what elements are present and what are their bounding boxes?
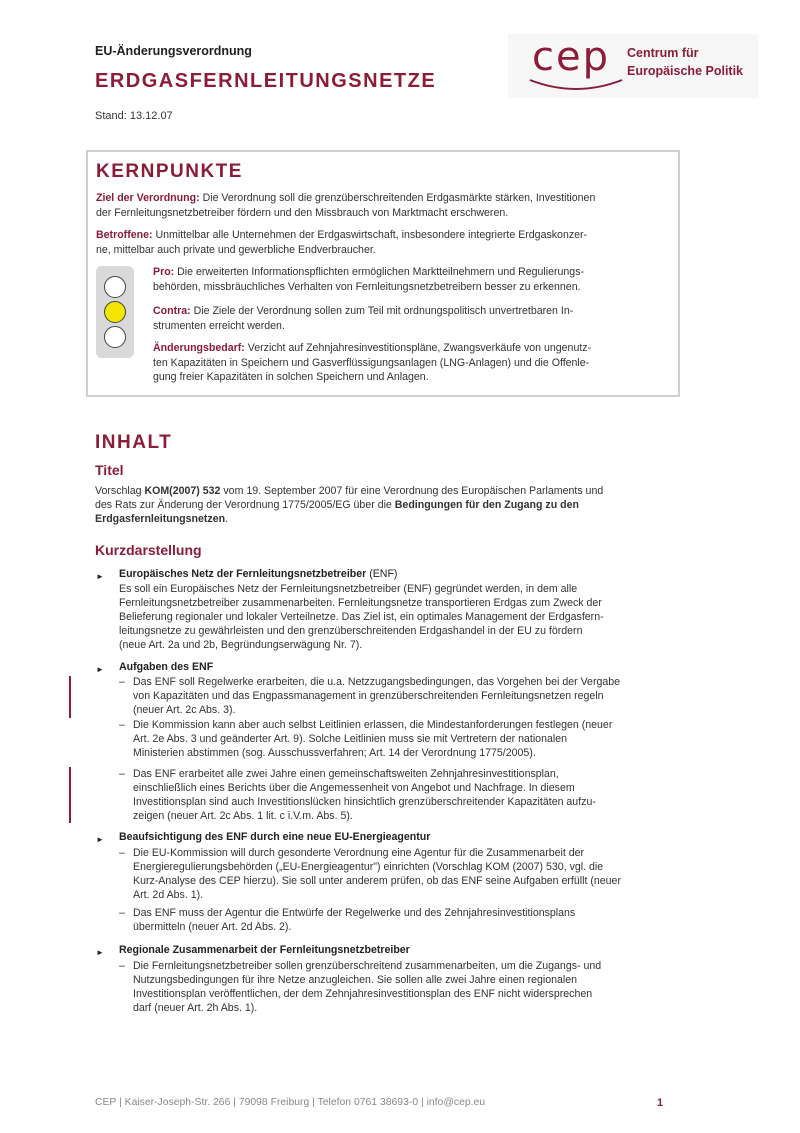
beaufsichtigung-item-1 (133, 846, 677, 902)
titel-text-1c: vom 19. September 2007 für eine Verordnung des Europäischen Parlaments und (220, 485, 604, 497)
titel-text-3-end: . (225, 513, 229, 525)
bullet-regional-title: Regionale Zusammenarbeit der Fernleitungsnetzbetreiber (119, 944, 410, 956)
lamp-top (104, 276, 126, 298)
pro-label: Pro: (153, 266, 175, 278)
bullet-enf-title-main: Europäisches Netz der Fernleitungsnetzbetreiber (119, 568, 367, 580)
document-date: Stand: 13.12.07 (95, 110, 173, 122)
aufgaben-item-2-line: Art. 2e Abs. 3 und geänderter Art. 9). Solche Leitlinien muss sie mit Vertretern der nationalen (133, 733, 567, 745)
pro-paragraph (153, 265, 666, 294)
logo-arc-icon (526, 76, 626, 96)
bullet-arrow-icon: ► (96, 948, 104, 957)
aenderungsbedarf-text-2: ten Kapazitäten in Speichern und Gasverflüssigungsanlagen (LNG-Anlagen) und die Offenle- (153, 356, 590, 369)
titel-text-2a: des Rats zur Änderung der Verordnung 1775/2005/EG über die (95, 499, 395, 511)
dash-icon: – (119, 907, 125, 919)
bullet-enf-line: Es soll ein Europäisches Netz der Fernleitungsnetzbetreiber (ENF) gegründet werden, in dem alle (119, 583, 578, 595)
betroffene-paragraph (96, 228, 666, 257)
lamp-bottom (104, 326, 126, 348)
regional-item-1-line: Nutzungsbedingungen für ihre Netze anzugleichen. Sie sollen alle zwei Jahre einen regionalen (133, 974, 578, 986)
beaufsichtigung-item-2 (133, 906, 677, 934)
titel-paragraph (95, 484, 677, 526)
beaufsichtigung-item-1-line: Die EU-Kommission will durch gesonderte Verordnung eine Agentur für die Zusammenarbeit der (133, 847, 585, 859)
aufgaben-item-1 (133, 675, 677, 717)
bullet-enf-body (119, 582, 677, 652)
betroffene-text-2: ne, mittelbar auch private und gewerbliche Endverbraucher. (96, 243, 376, 256)
contra-text-2: strumenten erreicht werden. (153, 319, 285, 332)
titel-text-3: Erdgasfernleitungsnetzen (95, 513, 226, 525)
aufgaben-item-2-line: Ministerien abstimmen (sog. Ausschussverfahren; Art. 14 der Verordnung 1775/2005). (133, 747, 536, 759)
kurzdarstellung-heading: Kurzdarstellung (95, 542, 202, 558)
aufgaben-item-3-line: Investitionsplan sind auch Investitionslücken hinsichtlich grenzüberschreitender Kapazitäten aufzu- (133, 796, 596, 808)
bullet-aufgaben-title: Aufgaben des ENF (119, 661, 214, 673)
traffic-light-icon (96, 266, 134, 358)
inhalt-heading: INHALT (95, 432, 173, 453)
kernpunkte-heading: KERNPUNKTE (96, 161, 243, 182)
bullet-enf-line: Belieferung regionaler und lokaler Verteilnetze. Das Ziel ist, ein optimales Management der Erdgasfern- (119, 611, 604, 623)
beaufsichtigung-item-2-line: übermitteln (neuer Art. 2d Abs. 2). (133, 921, 292, 933)
bullet-enf-line: (neue Art. 2a und 2b, Begründungserwägung Nr. 7). (119, 639, 363, 651)
regional-item-1-line: Investitionsplan veröffentlichen, der dem Zehnjahresinvestitionsplan des ENF nicht widersprechen (133, 988, 593, 1000)
regional-item-1 (133, 959, 677, 1015)
titel-heading: Titel (95, 462, 124, 478)
titel-text-2b: Bedingungen für den Zugang zu den (394, 499, 579, 511)
ziel-paragraph (96, 191, 666, 220)
bullet-enf-line: Fernleitungsnetzbetreiber zusammenarbeiten. Fernleitungsnetze transportieren Erdgas zum Zweck der (119, 597, 602, 609)
beaufsichtigung-item-1-line: Art. 2d Abs. 1). (133, 889, 204, 901)
bullet-enf-title-abbr: (ENF) (366, 568, 398, 580)
aufgaben-item-3-line: einschließlich eines Berichts über die Angemessenheit von Angebot und Nachfrage. In diesem (133, 782, 575, 794)
aenderungsbedarf-text-3: gung freier Kapazitäten in solchen Speichern und Anlagen. (153, 371, 429, 383)
aufgaben-item-1-line: von Kapazitäten und das Engpassmanagement in grenzüberschreitenden Fernleitungsnetzen regeln (133, 690, 604, 702)
regional-item-1-line: Die Fernleitungsnetzbetreiber sollen grenzüberschreitend zusammenarbeiten, um die Zugangs- und (133, 960, 602, 972)
beaufsichtigung-item-2-line: Das ENF muss der Agentur die Entwürfe der Regelwerke und des Zehnjahresinvestitionsplans (133, 907, 576, 919)
betroffene-text-1: Unmittelbar alle Unternehmen der Erdgaswirtschaft, insbesondere integrierte Erdgaskonzer- (155, 229, 588, 241)
aufgaben-item-3 (133, 767, 677, 823)
beaufsichtigung-item-1-line: Energieregulierungsbehörden („EU-Energieagentur") einrichten (Vorschlag KOM (2007) 530, vgl. die (133, 861, 604, 873)
aufgaben-item-2-line: Die Kommission kann aber auch selbst Leitlinien erlassen, die Mindestanforderungen festlegen (neuer (133, 719, 613, 731)
bullet-arrow-icon: ► (96, 835, 104, 844)
pro-text-2: behörden, missbräuchliches Verhalten von Fernleitungsnetzbetreibern besser zu erkennen. (153, 280, 581, 293)
dash-icon: – (119, 676, 125, 688)
pro-text-1: Die erweiterten Informationspflichten ermöglichen Marktteilnehmern und Regulierungs- (177, 266, 585, 278)
aenderungsbedarf-text-1: Verzicht auf Zehnjahresinvestitionspläne, Zwangsverkäufe von ungenutz- (247, 342, 592, 354)
regional-item-1-line: darf (neuer Art. 2h Abs. 1). (133, 1002, 258, 1014)
titel-text-1a: Vorschlag (95, 485, 145, 497)
dash-icon: – (119, 847, 125, 859)
change-marker (69, 676, 71, 718)
cep-logo-mark: cep (532, 34, 610, 80)
dash-icon: – (119, 960, 125, 972)
document-title: ERDGASFERNLEITUNGSNETZE (95, 70, 437, 92)
bullet-enf-line: leitungsnetze zu gewährleisten und den grenzüberschreitenden Erdgashandel in der EU zu fördern (119, 625, 583, 637)
page-number: 1 (657, 1097, 664, 1109)
ziel-text-2: der Fernleitungsnetzbetreiber fördern und den Missbrauch von Marktmacht erschweren. (96, 206, 509, 219)
bullet-arrow-icon: ► (96, 665, 104, 674)
contra-paragraph (153, 304, 666, 333)
logo-text-line2: Europäische Politik (627, 64, 744, 78)
aufgaben-item-1-line: (neuer Art. 2c Abs. 3). (133, 704, 236, 716)
aufgaben-item-3-line: Das ENF erarbeitet alle zwei Jahre einen gemeinschaftsweiten Zehnjahresinvestitionsplan, (133, 768, 559, 780)
aufgaben-item-2 (133, 718, 677, 760)
ziel-text-1: Die Verordnung soll die grenzüberschreitenden Erdgasmärkte stärken, Investitionen (202, 192, 596, 204)
bullet-beaufsichtigung-title: Beaufsichtigung des ENF durch eine neue EU-Energieagentur (119, 831, 431, 843)
footer-address: CEP | Kaiser-Joseph-Str. 266 | 79098 Freiburg | Telefon 0761 38693-0 | info@cep.eu (95, 1097, 486, 1108)
document-type: EU-Änderungsverordnung (95, 44, 252, 58)
dash-icon: – (119, 768, 125, 780)
change-marker (69, 767, 71, 823)
aenderungsbedarf-label: Änderungsbedarf: (153, 342, 245, 354)
beaufsichtigung-item-1-line: Kurz-Analyse des CEP hierzu). Sie soll unter anderem prüfen, ob das ENF seine Aufgaben erfüllt (neuer (133, 875, 621, 887)
aenderungsbedarf-paragraph (153, 341, 666, 385)
contra-label: Contra: (153, 305, 191, 317)
betroffene-label: Betroffene: (96, 229, 153, 241)
bullet-arrow-icon: ► (96, 572, 104, 581)
logo-text-line1: Centrum für (627, 46, 699, 60)
aufgaben-item-3-line: zeigen (neuer Art. 2c Abs. 1 lit. c i.V.m. Abs. 5). (133, 810, 353, 822)
titel-kom-number: KOM(2007) 532 (144, 485, 221, 497)
dash-icon: – (119, 719, 125, 731)
ziel-label: Ziel der Verordnung: (96, 192, 200, 204)
bullet-enf-title (119, 568, 397, 580)
contra-text-1: Die Ziele der Verordnung sollen zum Teil mit ordnungspolitisch unvertretbaren In- (193, 305, 574, 317)
aufgaben-item-1-line: Das ENF soll Regelwerke erarbeiten, die u.a. Netzzugangsbedingungen, das Vorgehen bei der Vergabe (133, 676, 621, 688)
lamp-middle-yellow (104, 301, 126, 323)
